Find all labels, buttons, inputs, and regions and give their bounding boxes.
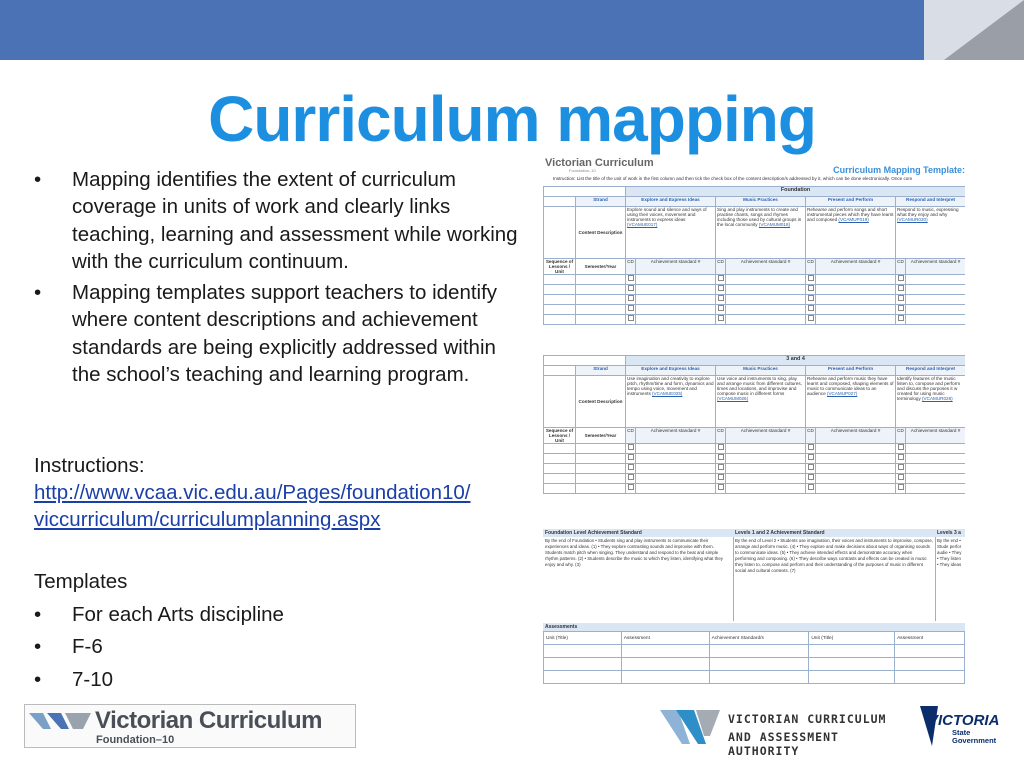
blank-cell xyxy=(709,658,809,671)
cd-label: CD xyxy=(896,259,906,275)
bullet-dot: • xyxy=(34,667,42,691)
checkbox[interactable] xyxy=(898,464,904,470)
content-text: Respond to music, expressing what they enjoy and why xyxy=(897,207,959,217)
blank-cell xyxy=(816,275,896,285)
blank-cell xyxy=(544,474,576,484)
cd-label: CD xyxy=(716,428,726,444)
checkbox[interactable] xyxy=(808,484,814,490)
cd-label: CD xyxy=(716,259,726,275)
blank-cell xyxy=(906,275,966,285)
checkbox[interactable] xyxy=(808,285,814,291)
blank-cell xyxy=(709,645,809,658)
checkbox-cell xyxy=(626,454,636,464)
bullet-dot: • xyxy=(34,635,42,658)
blank-cell xyxy=(816,464,896,474)
template-title: Curriculum Mapping Template: xyxy=(833,165,965,175)
cd-label: CD xyxy=(806,428,816,444)
blank-cell xyxy=(816,444,896,454)
content-cell xyxy=(626,376,716,428)
content-cell xyxy=(716,207,806,259)
instructions-link[interactable] xyxy=(34,481,470,531)
template-row xyxy=(544,444,966,454)
blank-cell xyxy=(726,464,806,474)
checkbox-cell xyxy=(626,464,636,474)
template-instruction: Instruction: List the title of the unit of work in the first column and then tick the check box of the content description/s addressed by it, which can be done electronically. Once com xyxy=(553,176,913,181)
checkbox[interactable] xyxy=(898,295,904,301)
vc-logo-mark-icon xyxy=(29,711,91,731)
blank-cell xyxy=(544,285,576,295)
strand-name: Music Practices xyxy=(716,366,806,376)
checkbox-cell xyxy=(896,285,906,295)
checkbox[interactable] xyxy=(718,484,724,490)
checkbox[interactable] xyxy=(628,464,634,470)
checkbox[interactable] xyxy=(808,474,814,480)
checkbox-cell xyxy=(716,484,726,494)
assessment-col-head: Assessment xyxy=(621,632,709,645)
checkbox-cell xyxy=(806,275,816,285)
checkbox[interactable] xyxy=(808,444,814,450)
content-code: (VCAMUE025) xyxy=(652,391,683,396)
checkbox[interactable] xyxy=(718,285,724,291)
template-row xyxy=(544,484,966,494)
vcaa-line2: AND ASSESSMENT AUTHORITY xyxy=(728,730,839,758)
template-row xyxy=(544,285,966,295)
blank-cell xyxy=(906,295,966,305)
achievement-label: Achievement standard # xyxy=(816,259,896,275)
blank-cell xyxy=(576,474,626,484)
content-label: Content Description xyxy=(576,207,626,259)
vc-logo-name: Victorian Curriculum xyxy=(95,707,322,734)
checkbox-cell xyxy=(626,315,636,325)
assessment-col-head: Unit (Title) xyxy=(544,632,622,645)
blank-cell xyxy=(816,484,896,494)
vic-word: VICTORIA xyxy=(928,712,1000,729)
seq-label: Sequence of Lessons / Unit xyxy=(544,259,576,275)
achievement-head: Levels 3 a xyxy=(935,529,965,537)
checkbox[interactable] xyxy=(718,454,724,460)
checkbox-cell xyxy=(896,275,906,285)
band-label: 3 and 4 xyxy=(626,356,966,366)
checkbox-cell xyxy=(896,454,906,464)
checkbox-cell xyxy=(896,305,906,315)
checkbox-cell xyxy=(626,474,636,484)
band-label: Foundation xyxy=(626,187,966,197)
checkbox[interactable] xyxy=(898,444,904,450)
blank-cell xyxy=(726,484,806,494)
blank-cell xyxy=(576,305,626,315)
blank-cell xyxy=(726,285,806,295)
blank-cell xyxy=(544,207,576,259)
content-code: (VCAMUE017) xyxy=(627,222,658,227)
blank-cell xyxy=(816,454,896,464)
strand-name: Present and Perform xyxy=(806,366,896,376)
achievement-head: Foundation Level Achievement Standard xyxy=(543,529,733,537)
cd-label: CD xyxy=(626,259,636,275)
content-code: (VCAMUP019) xyxy=(838,217,869,222)
checkbox[interactable] xyxy=(718,295,724,301)
blank-cell xyxy=(816,315,896,325)
strand-name: Explore and Express Ideas xyxy=(626,366,716,376)
blank-cell xyxy=(636,295,716,305)
checkbox-cell xyxy=(626,484,636,494)
strand-name: Explore and Express Ideas xyxy=(626,197,716,207)
blank-cell xyxy=(816,305,896,315)
checkbox-cell xyxy=(716,295,726,305)
content-cell xyxy=(806,376,896,428)
blank-cell xyxy=(906,285,966,295)
blank-cell xyxy=(544,315,576,325)
checkbox[interactable] xyxy=(808,454,814,460)
band2-grid xyxy=(543,355,965,494)
checkbox-cell xyxy=(896,444,906,454)
checkbox[interactable] xyxy=(628,295,634,301)
checkbox-cell xyxy=(806,285,816,295)
content-cell xyxy=(806,207,896,259)
checkbox[interactable] xyxy=(808,315,814,321)
checkbox-cell xyxy=(626,305,636,315)
checkbox-cell xyxy=(806,464,816,474)
blank-cell xyxy=(726,444,806,454)
checkbox-cell xyxy=(806,305,816,315)
semester-label: Semester/Year xyxy=(576,259,626,275)
checkbox-cell xyxy=(806,474,816,484)
content-text: Use voice and instruments to sing, play and arrange music from different cultures, times and locations, and improvise and compose music in different forms xyxy=(717,376,802,396)
checkbox-cell xyxy=(716,305,726,315)
content-code: (VCAMUM018) xyxy=(758,222,791,227)
checkbox[interactable] xyxy=(898,315,904,321)
blank-cell xyxy=(809,671,895,684)
blank-cell xyxy=(544,356,626,366)
semester-label: Semester/Year xyxy=(576,428,626,444)
content-code: (VCAMUP027) xyxy=(826,391,858,396)
content-text: Rehearse and perform songs and short instrumental pieces which they have learnt and composed xyxy=(807,207,894,222)
checkbox[interactable] xyxy=(808,275,814,281)
content-text: Use imagination and creativity to explore pitch, rhythm/time and form, dynamics and tempo using voice, movement and instruments xyxy=(627,376,714,396)
checkbox-cell xyxy=(896,484,906,494)
template-brand-sub: Foundation–10 xyxy=(569,168,596,173)
strand-name: Music Practices xyxy=(716,197,806,207)
blank-cell xyxy=(816,285,896,295)
blank-cell xyxy=(726,315,806,325)
vic-gov-line: Government xyxy=(952,736,997,745)
checkbox-cell xyxy=(896,315,906,325)
checkbox[interactable] xyxy=(718,474,724,480)
blank-cell xyxy=(576,444,626,454)
achievement-label: Achievement standard # xyxy=(906,259,966,275)
strand-name: Present and Perform xyxy=(806,197,896,207)
blank-cell xyxy=(809,645,895,658)
strand-name: Respond and Interpret xyxy=(896,366,966,376)
checkbox-cell xyxy=(806,444,816,454)
vcaa-logo xyxy=(660,704,900,758)
checkbox[interactable] xyxy=(628,285,634,291)
blank-cell xyxy=(636,454,716,464)
blank-cell xyxy=(544,645,622,658)
content-text: Sing and play instruments to create and practise chants, songs and rhymes including those used by cultural groups in the local community xyxy=(717,207,802,227)
strand-name: Respond and Interpret xyxy=(896,197,966,207)
blank-cell xyxy=(544,454,576,464)
top-banner xyxy=(0,0,1024,60)
strand-label: Strand xyxy=(576,197,626,207)
cd-label: CD xyxy=(626,428,636,444)
checkbox-cell xyxy=(806,484,816,494)
vic-state xyxy=(952,729,996,745)
checkbox[interactable] xyxy=(628,305,634,311)
template-row xyxy=(544,315,966,325)
blank-cell xyxy=(544,658,622,671)
checkbox-cell xyxy=(716,275,726,285)
template-row xyxy=(544,474,966,484)
bullet-text: Mapping identifies the extent of curriculum coverage in units of work and clearly links teaching, learning and assessment while working with the curriculum continuum. xyxy=(72,168,518,273)
blank-cell xyxy=(576,454,626,464)
blank-cell xyxy=(544,671,622,684)
template-row xyxy=(544,295,966,305)
checkbox[interactable] xyxy=(808,464,814,470)
blank-cell xyxy=(636,285,716,295)
blank-cell xyxy=(895,671,965,684)
checkbox-cell xyxy=(716,444,726,454)
blank-cell xyxy=(621,671,709,684)
checkbox-cell xyxy=(806,295,816,305)
bullet-text: Mapping templates support teachers to identify where content descriptions and achievement standards are being explicitly addressed within the school’s teaching and learning program. xyxy=(72,281,498,387)
slide-title: Curriculum mapping xyxy=(208,83,816,155)
checkbox[interactable] xyxy=(898,484,904,490)
vcaa-line1: VICTORIAN CURRICULUM xyxy=(728,712,887,726)
template-row xyxy=(544,275,966,285)
blank-cell xyxy=(906,315,966,325)
victorian-curriculum-logo xyxy=(24,704,356,748)
checkbox[interactable] xyxy=(628,315,634,321)
vic-state-line: State xyxy=(952,728,971,737)
blank-cell xyxy=(544,366,576,376)
blank-cell xyxy=(906,444,966,454)
blank-cell xyxy=(726,295,806,305)
blank-cell xyxy=(636,444,716,454)
achievement-label: Achievement standard # xyxy=(636,428,716,444)
achievement-label: Achievement standard # xyxy=(726,428,806,444)
templates-item xyxy=(34,599,434,632)
checkbox[interactable] xyxy=(628,474,634,480)
banner-decoration xyxy=(944,0,1024,60)
assessment-col-head: Assessment xyxy=(895,632,965,645)
blank-cell xyxy=(906,454,966,464)
bullet-dot: • xyxy=(34,168,42,191)
content-label: Content Description xyxy=(576,376,626,428)
blank-cell xyxy=(544,295,576,305)
blank-cell xyxy=(709,671,809,684)
checkbox-cell xyxy=(896,464,906,474)
blank-cell xyxy=(544,197,576,207)
bullet-dot: • xyxy=(34,281,42,305)
checkbox-cell xyxy=(716,464,726,474)
checkbox[interactable] xyxy=(898,454,904,460)
checkbox[interactable] xyxy=(898,275,904,281)
checkbox[interactable] xyxy=(808,295,814,301)
checkbox[interactable] xyxy=(898,305,904,311)
achievement-col xyxy=(733,529,936,621)
checkbox[interactable] xyxy=(718,444,724,450)
checkbox[interactable] xyxy=(718,305,724,311)
blank-cell xyxy=(544,444,576,454)
achievement-text: By the end of Foundation • Students sing and play instruments to communicate their experiences and ideas. (1) • They explore contrasting sounds and improvise with them. Students match pitch when singing. They understand and respond to the beat and simple rhythm patterns. (2) • Students describe the music to which they listen, identifying what they enjoy and why. (3) xyxy=(545,538,723,567)
templates-label: Templates xyxy=(34,570,128,593)
achievement-label: Achievement standard # xyxy=(726,259,806,275)
cd-label: CD xyxy=(806,259,816,275)
blank-cell xyxy=(576,275,626,285)
assessments-label: Assessments xyxy=(543,623,965,631)
blank-cell xyxy=(636,275,716,285)
assessment-col-head: Unit (Title) xyxy=(809,632,895,645)
checkbox-cell xyxy=(626,275,636,285)
template-brand: Victorian Curriculum xyxy=(545,157,654,169)
blank-cell xyxy=(636,305,716,315)
checkbox-cell xyxy=(896,295,906,305)
checkbox[interactable] xyxy=(808,305,814,311)
link-line: http://www.vcaa.vic.edu.au/Pages/foundation10/ xyxy=(34,481,471,504)
blank-cell xyxy=(906,305,966,315)
content-text: Explore sound and silence and ways of using their voices, movement and instruments to express ideas xyxy=(627,207,707,222)
instructions-label: Instructions: xyxy=(34,454,145,477)
achievement-standards xyxy=(543,529,965,621)
content-cell xyxy=(716,376,806,428)
blank-cell xyxy=(544,464,576,474)
blank-cell xyxy=(726,275,806,285)
checkbox[interactable] xyxy=(898,474,904,480)
blank-cell xyxy=(544,305,576,315)
checkbox[interactable] xyxy=(628,454,634,460)
blank-cell xyxy=(621,645,709,658)
blank-cell xyxy=(544,484,576,494)
blank-cell xyxy=(809,658,895,671)
checkbox[interactable] xyxy=(718,464,724,470)
content-cell xyxy=(626,207,716,259)
achievement-label: Achievement standard # xyxy=(906,428,966,444)
checkbox-cell xyxy=(716,315,726,325)
blank-cell xyxy=(576,315,626,325)
checkbox-cell xyxy=(896,474,906,484)
blank-cell xyxy=(636,474,716,484)
mapping-template-image xyxy=(543,157,965,687)
checkbox[interactable] xyxy=(898,285,904,291)
checkbox-cell xyxy=(626,444,636,454)
content-text: Rehearse and perform music they have learnt and composed, shaping elements of music to communicate ideas to an audience xyxy=(807,376,894,396)
checkbox-cell xyxy=(716,474,726,484)
blank-cell xyxy=(636,464,716,474)
templates-item-text: For each Arts discipline xyxy=(72,602,284,626)
blank-cell xyxy=(726,305,806,315)
blank-cell xyxy=(816,295,896,305)
bullet-item xyxy=(34,166,524,275)
template-row xyxy=(544,454,966,464)
checkbox-cell xyxy=(806,315,816,325)
checkbox-cell xyxy=(806,454,816,464)
blank-cell xyxy=(726,454,806,464)
checkbox-cell xyxy=(626,295,636,305)
blank-cell xyxy=(906,474,966,484)
blank-cell xyxy=(895,645,965,658)
bullet-list xyxy=(34,166,524,392)
achievement-head: Levels 1 and 2 Achievement Standard xyxy=(733,529,935,537)
content-code: (VCAMUR028) xyxy=(922,396,953,401)
checkbox-cell xyxy=(626,285,636,295)
blank-cell xyxy=(816,474,896,484)
blank-cell xyxy=(636,484,716,494)
template-row xyxy=(544,464,966,474)
achievement-col xyxy=(543,529,734,621)
blank-cell xyxy=(636,315,716,325)
strand-label: Strand xyxy=(576,366,626,376)
instructions xyxy=(34,452,534,533)
victoria-government-logo xyxy=(918,702,1002,750)
blank-cell xyxy=(576,484,626,494)
checkbox-cell xyxy=(716,285,726,295)
blank-cell xyxy=(576,285,626,295)
blank-cell xyxy=(621,658,709,671)
content-cell xyxy=(896,376,966,428)
checkbox[interactable] xyxy=(628,275,634,281)
link-line: viccurriculum/curriculumplanning.aspx xyxy=(34,508,381,531)
achievement-text: By the end of Level 2 • Students use imagination, their voices and instruments to improvise, compose, arrange and perform music. (4) • They explore and make decisions about ways of organising sounds to communicate ideas. (5) • They achieve intended effects and demonstrate accuracy when performing and composing. (6) • They describe ways contrasts and effects can be created in music they listen to, compose and perform and their understanding of the purposes of music in different social and cultural contexts. (7) xyxy=(735,538,934,573)
blank-cell xyxy=(576,464,626,474)
templates-item-text: F-6 xyxy=(72,635,103,658)
seq-label: Sequence of Lessons / Unit xyxy=(544,428,576,444)
bullet-dot: • xyxy=(34,602,42,626)
band1-grid xyxy=(543,186,965,325)
achievement-col xyxy=(935,529,965,621)
blank-cell xyxy=(726,474,806,484)
template-row xyxy=(544,305,966,315)
blank-cell xyxy=(544,275,576,285)
assessments-grid xyxy=(543,631,965,684)
checkbox-cell xyxy=(716,454,726,464)
achievement-label: Achievement standard # xyxy=(816,428,896,444)
content-code: (VCAMUR020) xyxy=(897,217,928,222)
templates-section xyxy=(34,566,434,696)
vc-logo-sub: Foundation–10 xyxy=(96,734,175,746)
blank-cell xyxy=(544,187,626,197)
templates-item xyxy=(34,631,434,664)
blank-cell xyxy=(906,464,966,474)
blank-cell xyxy=(576,295,626,305)
achievement-text: By the end • Stude perfor audie • They • They listen • They ideas xyxy=(937,538,962,567)
blank-cell xyxy=(544,376,576,428)
checkbox[interactable] xyxy=(718,315,724,321)
assessments-table xyxy=(543,623,965,684)
vcaa-logo-mark-icon xyxy=(660,706,720,748)
checkbox[interactable] xyxy=(628,444,634,450)
content-cell xyxy=(896,207,966,259)
cd-label: CD xyxy=(896,428,906,444)
achievement-label: Achievement standard # xyxy=(636,259,716,275)
blank-cell xyxy=(906,484,966,494)
content-text: Identify features of the music listen to, compose and perform and discuss the purposes it w created for using music terminology xyxy=(897,376,961,401)
blank-cell xyxy=(895,658,965,671)
checkbox[interactable] xyxy=(718,275,724,281)
bullet-item xyxy=(34,279,524,388)
checkbox[interactable] xyxy=(628,484,634,490)
content-code: (VCAMUM026) xyxy=(717,396,749,401)
templates-item-text: 7-10 xyxy=(72,667,114,691)
assessment-col-head: Achievement Standard/s xyxy=(709,632,809,645)
templates-item xyxy=(34,664,434,697)
